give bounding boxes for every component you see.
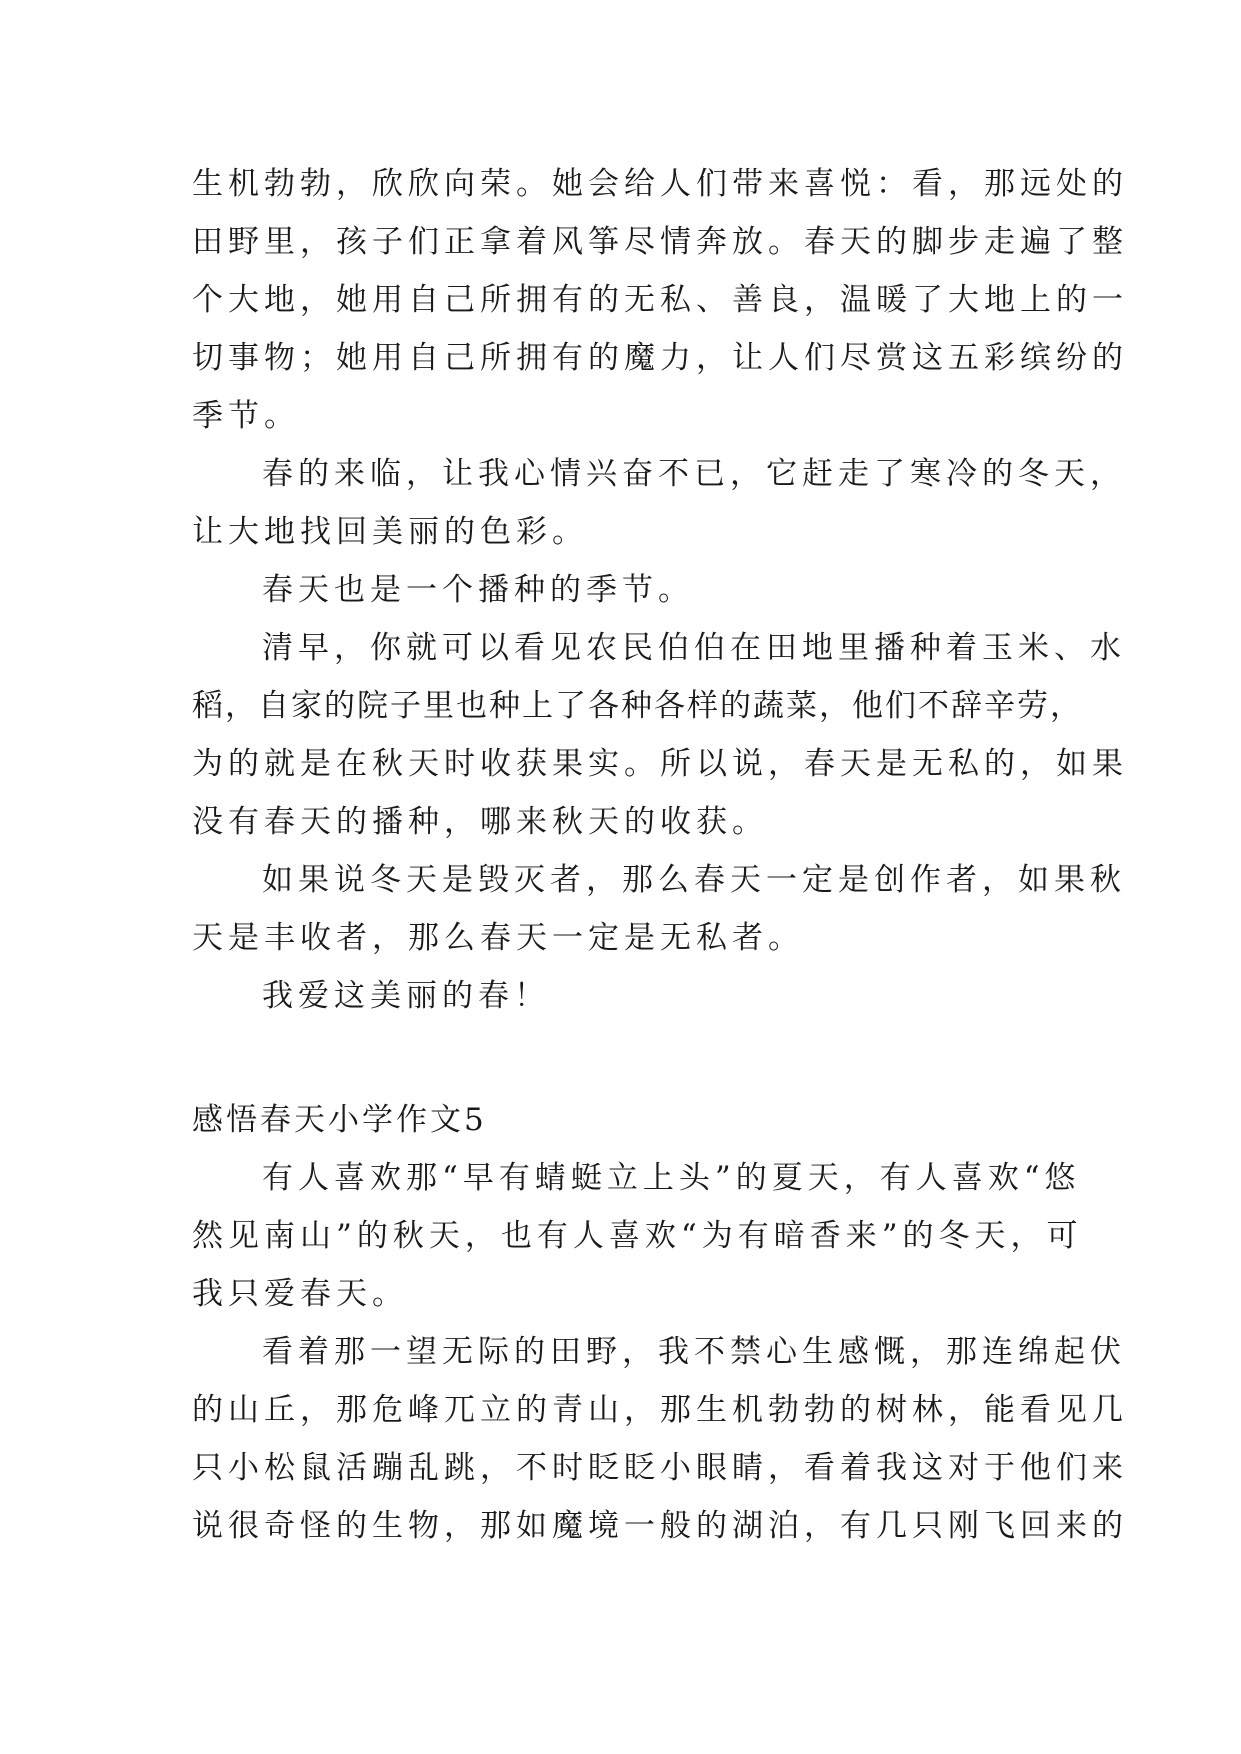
text-line: 我只爱春天。 bbox=[192, 1276, 408, 1312]
text-line: 生机勃勃，欣欣向荣。她会给人们带来喜悦：看，那远处的 bbox=[192, 166, 1128, 202]
text-line: 春的来临，让我心情兴奋不已，它赶走了寒冷的冬天， bbox=[262, 456, 1126, 492]
text-line: 说很奇怪的生物，那如魔境一般的湖泊，有几只刚飞回来的 bbox=[192, 1508, 1128, 1544]
text-line: 天是丰收者，那么春天一定是无私者。 bbox=[192, 920, 804, 956]
text-line: 如果说冬天是毁灭者，那么春天一定是创作者，如果秋 bbox=[262, 862, 1126, 898]
text-line: 稻，自家的院子里也种上了各种各样的蔬菜，他们不辞辛劳， bbox=[192, 688, 1083, 724]
section-heading: 感悟春天小学作文5 bbox=[192, 1102, 487, 1138]
text-line: 有人喜欢那“早有蜻蜓立上头”的夏天，有人喜欢“悠 bbox=[262, 1160, 1081, 1196]
section-gap bbox=[192, 1025, 1052, 1091]
text-line: 让大地找回美丽的色彩。 bbox=[192, 514, 588, 550]
text-line: 春天也是一个播种的季节。 bbox=[262, 572, 694, 608]
text-line: 清早，你就可以看见农民伯伯在田地里播种着玉米、水 bbox=[262, 630, 1126, 666]
text-line: 个大地，她用自己所拥有的无私、善良，温暖了大地上的一 bbox=[192, 282, 1128, 318]
text-line: 的山丘，那危峰兀立的青山，那生机勃勃的树林，能看见几 bbox=[192, 1392, 1128, 1428]
text-line: 田野里，孩子们正拿着风筝尽情奔放。春天的脚步走遍了整 bbox=[192, 224, 1128, 260]
text-line: 为的就是在秋天时收获果实。所以说，春天是无私的，如果 bbox=[192, 746, 1128, 782]
text-line: 然见南山”的秋天，也有人喜欢“为有暗香来”的冬天，可 bbox=[192, 1218, 1083, 1254]
text-line: 看着那一望无际的田野，我不禁心生感慨，那连绵起伏 bbox=[262, 1334, 1126, 1370]
text-line: 切事物；她用自己所拥有的魔力，让人们尽赏这五彩缤纷的 bbox=[192, 340, 1128, 376]
text-line: 我爱这美丽的春！ bbox=[262, 978, 550, 1014]
text-line: 季节。 bbox=[192, 398, 300, 434]
text-line: 没有春天的播种，哪来秋天的收获。 bbox=[192, 804, 768, 840]
document-body bbox=[192, 155, 1128, 1555]
text-line: 只小松鼠活蹦乱跳，不时眨眨小眼睛，看着我这对于他们来 bbox=[192, 1450, 1128, 1486]
